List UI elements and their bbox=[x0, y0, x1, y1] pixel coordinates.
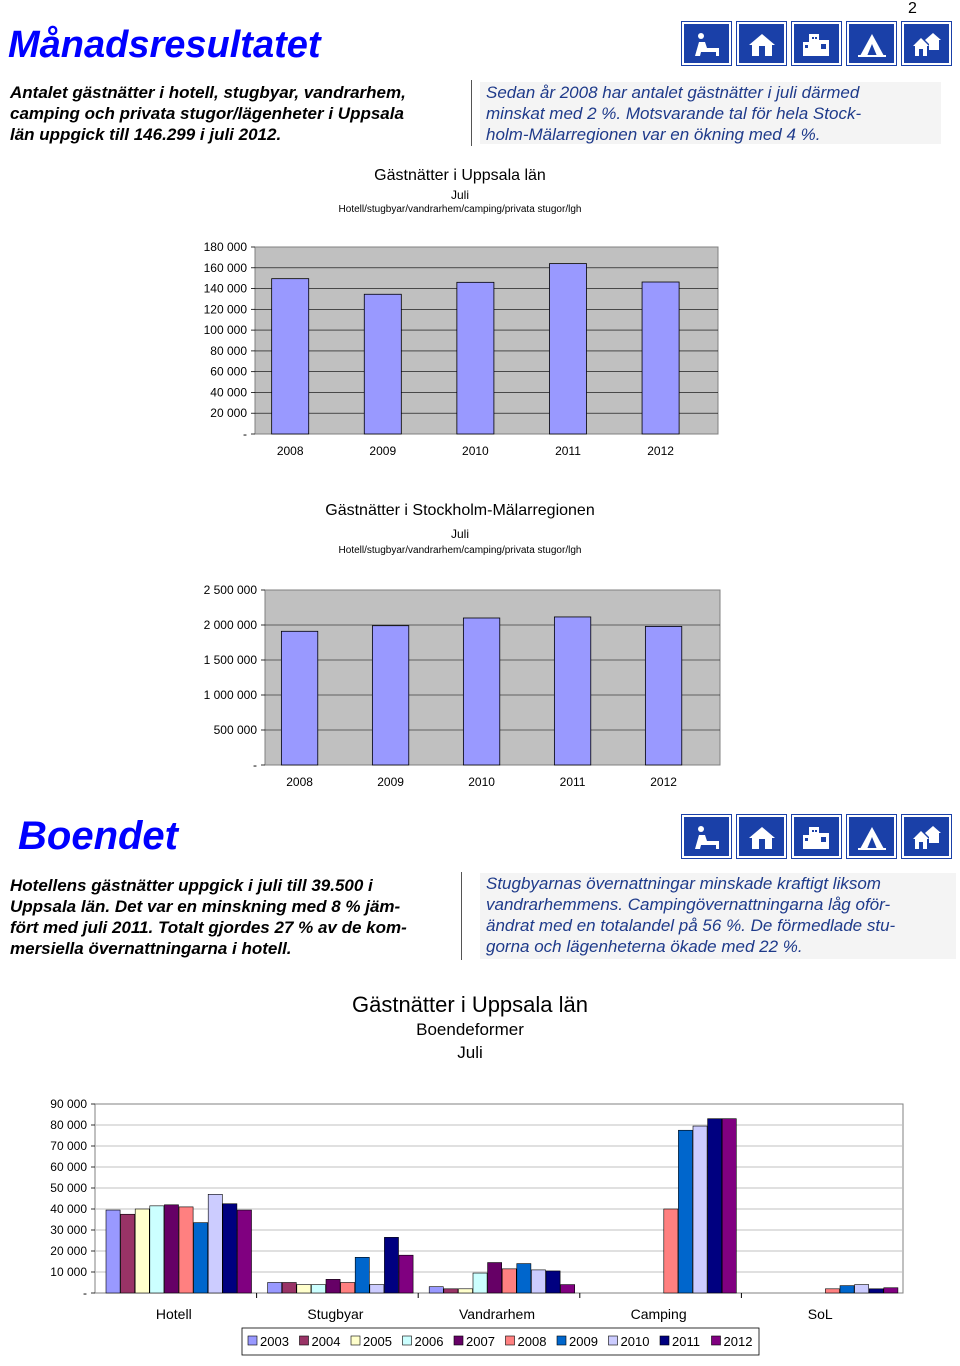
legend-label: 2006 bbox=[414, 1334, 444, 1349]
chart-subtitle: Juli bbox=[450, 188, 469, 202]
y-tick-label: - bbox=[83, 1286, 87, 1300]
lead-paragraph-2: Hotellens gästnätter uppgick i juli till 39.500 i Uppsala län. Det var en minskning med 8 % jäm- fört med juli 2011. Totalt gjordes 27 % av de kom- mersiella övernattningarna i hotell. bbox=[10, 876, 407, 958]
y-tick-label: - bbox=[243, 427, 247, 441]
hostel-icon bbox=[682, 22, 731, 65]
x-tick-label: SoL bbox=[807, 1306, 833, 1322]
chart-stockholm-yearly-plot bbox=[180, 580, 740, 800]
bar-Stugbyar-2003 bbox=[268, 1283, 282, 1294]
bar-2008 bbox=[272, 279, 309, 434]
section-heading-accommodation: Boendet bbox=[18, 814, 178, 858]
x-tick-label: 2012 bbox=[647, 444, 674, 458]
bar-2010 bbox=[463, 618, 499, 765]
legend-label: 2012 bbox=[723, 1334, 753, 1349]
bar-2011 bbox=[549, 264, 586, 434]
accommodation-icons-bottom bbox=[682, 815, 951, 858]
legend-swatch bbox=[712, 1336, 721, 1345]
y-tick-label: 90 000 bbox=[50, 1097, 87, 1111]
chart-subtitle: Boendeformer bbox=[416, 1020, 524, 1039]
legend-swatch bbox=[506, 1336, 515, 1345]
bar-Vandrarhem-2004 bbox=[444, 1289, 458, 1293]
bar-Hotell-2003 bbox=[106, 1210, 120, 1293]
bar-Stugbyar-2011 bbox=[384, 1237, 398, 1293]
bar-2011 bbox=[554, 617, 590, 765]
bar-Vandrarhem-2008 bbox=[502, 1269, 516, 1293]
legend-swatch bbox=[557, 1336, 566, 1345]
legend-label: 2008 bbox=[517, 1334, 547, 1349]
x-tick-label: Stugbyar bbox=[307, 1306, 364, 1322]
bar-Camping-2010 bbox=[693, 1126, 707, 1293]
bar-Hotell-2008 bbox=[179, 1207, 193, 1293]
y-tick-label: 30 000 bbox=[50, 1223, 87, 1237]
bar-SoL-2008 bbox=[825, 1289, 839, 1293]
y-tick-label: 500 000 bbox=[213, 723, 257, 737]
bar-Hotell-2007 bbox=[164, 1205, 178, 1293]
y-tick-label: 10 000 bbox=[50, 1265, 87, 1279]
chart-title: Gästnätter i Uppsala län bbox=[374, 167, 546, 184]
hotel-icon bbox=[792, 22, 841, 65]
chart-uppsala-types bbox=[250, 992, 690, 1072]
bar-Stugbyar-2006 bbox=[311, 1285, 325, 1293]
bar-Stugbyar-2004 bbox=[282, 1283, 296, 1294]
bar-SoL-2012 bbox=[884, 1288, 898, 1293]
legend-swatch bbox=[403, 1336, 412, 1345]
bar-Stugbyar-2008 bbox=[341, 1283, 355, 1294]
bar-Vandrarhem-2007 bbox=[488, 1263, 502, 1293]
bar-2009 bbox=[364, 294, 401, 434]
x-tick-label: 2008 bbox=[276, 444, 304, 458]
y-tick-label: 20 000 bbox=[210, 406, 247, 421]
x-tick-label: 2010 bbox=[462, 444, 489, 458]
cabin-icon bbox=[737, 815, 786, 858]
chart-title: Gästnätter i Uppsala län bbox=[351, 992, 589, 1017]
section-heading-monthly-result: Månadsresultatet bbox=[8, 24, 321, 66]
bar-Vandrarhem-2010 bbox=[531, 1270, 545, 1293]
legend-swatch bbox=[351, 1336, 360, 1345]
bar-Vandrarhem-2009 bbox=[517, 1264, 531, 1293]
x-tick-label: 2011 bbox=[559, 775, 586, 789]
y-tick-label: 60 000 bbox=[210, 364, 247, 379]
legend-label: 2003 bbox=[260, 1334, 289, 1349]
legend-label: 2005 bbox=[363, 1334, 392, 1349]
legend-swatch bbox=[454, 1336, 463, 1345]
y-tick-label: 70 000 bbox=[50, 1139, 87, 1153]
y-tick-label: 140 000 bbox=[203, 281, 247, 296]
y-tick-label: 120 000 bbox=[203, 302, 247, 317]
chart-title: Gästnätter i Stockholm-Mälarregionen bbox=[325, 502, 595, 519]
legend-swatch bbox=[609, 1336, 618, 1345]
bar-2012 bbox=[645, 626, 681, 765]
bar-Hotell-2010 bbox=[208, 1194, 222, 1293]
chart-subtitle-2: Hotell/stugbyar/vandrarhem/camping/privata stugor/lgh bbox=[338, 545, 582, 556]
y-tick-label: 80 000 bbox=[210, 343, 247, 358]
legend-label: 2011 bbox=[672, 1334, 700, 1349]
hostel-icon bbox=[682, 815, 731, 858]
bar-2012 bbox=[642, 282, 679, 434]
body-paragraph: Sedan år 2008 har antalet gästnätter i juli därmed minskat med 2 %. Motsvarande tal för hela Stock- holm-Mälarregionen var en ökning med 4 %. bbox=[480, 82, 941, 144]
bar-SoL-2011 bbox=[869, 1289, 883, 1293]
camping-icon bbox=[847, 22, 896, 65]
bar-Hotell-2005 bbox=[135, 1209, 149, 1293]
x-tick-label: 2012 bbox=[650, 775, 677, 789]
bar-Vandrarhem-2012 bbox=[561, 1285, 575, 1293]
bar-Vandrarhem-2003 bbox=[429, 1287, 443, 1293]
bar-Camping-2009 bbox=[678, 1130, 692, 1293]
chart-uppsala-yearly-plot bbox=[180, 240, 740, 470]
legend-label: 2007 bbox=[466, 1334, 495, 1349]
bar-Vandrarhem-2011 bbox=[546, 1271, 560, 1293]
bar-Hotell-2012 bbox=[237, 1210, 251, 1293]
bar-Hotell-2009 bbox=[194, 1223, 208, 1293]
legend-swatch bbox=[248, 1336, 257, 1345]
bar-Vandrarhem-2005 bbox=[458, 1289, 472, 1293]
column-divider bbox=[471, 80, 472, 146]
legend-swatch bbox=[660, 1336, 669, 1345]
x-tick-label: 2009 bbox=[377, 775, 404, 789]
bar-Hotell-2006 bbox=[150, 1206, 164, 1293]
legend-label: 2009 bbox=[569, 1334, 598, 1349]
bar-Camping-2008 bbox=[664, 1209, 678, 1293]
x-tick-label: 2010 bbox=[468, 775, 495, 789]
legend-label: 2004 bbox=[311, 1334, 341, 1349]
bar-Vandrarhem-2006 bbox=[473, 1273, 487, 1293]
bar-Camping-2012 bbox=[722, 1119, 736, 1293]
bar-Stugbyar-2005 bbox=[297, 1285, 311, 1293]
y-tick-label: 1 000 000 bbox=[203, 688, 257, 702]
holiday-cottage-icon bbox=[902, 22, 951, 65]
y-tick-label: 50 000 bbox=[50, 1181, 87, 1195]
y-tick-label: 2 000 000 bbox=[203, 618, 257, 632]
legend-swatch bbox=[300, 1336, 309, 1345]
lead-paragraph: Antalet gästnätter i hotell, stugbyar, vandrarhem, camping och privata stugor/lägenheter i Uppsala län uppgick till 146.299 i juli 2012. bbox=[10, 83, 406, 144]
x-tick-label: 2011 bbox=[555, 444, 581, 458]
bar-Stugbyar-2012 bbox=[399, 1255, 413, 1293]
holiday-cottage-icon bbox=[902, 815, 951, 858]
chart-uppsala-types-plot bbox=[0, 1090, 960, 1366]
accommodation-icons-top bbox=[682, 22, 951, 65]
x-tick-label: Vandrarhem bbox=[458, 1306, 536, 1322]
y-tick-label: 180 000 bbox=[203, 240, 247, 254]
bar-SoL-2009 bbox=[840, 1286, 854, 1293]
bar-Camping-2011 bbox=[708, 1119, 722, 1293]
body-paragraph-2: Stugbyarnas övernattningar minskade kraftigt liksom vandrarhemmens. Campingövernattningarna låg oför- ändrat med en totalandel på 56 %. De förmedlade stu- gorna och lägenheterna ökade med 22 %. bbox=[480, 873, 956, 959]
bar-Hotell-2004 bbox=[121, 1214, 135, 1293]
y-tick-label: 100 000 bbox=[203, 323, 247, 338]
chart-subtitle-2: Juli bbox=[457, 1043, 483, 1062]
chart-subtitle-2: Hotell/stugbyar/vandrarhem/camping/privata stugor/lgh bbox=[338, 204, 582, 215]
hotel-icon bbox=[792, 815, 841, 858]
bar-2008 bbox=[281, 631, 317, 765]
page-number: 2 bbox=[908, 0, 917, 17]
x-tick-label: Hotell bbox=[155, 1306, 192, 1322]
bar-2009 bbox=[372, 626, 408, 765]
chart-subtitle: Juli bbox=[450, 527, 469, 541]
y-tick-label: 160 000 bbox=[203, 260, 247, 275]
y-tick-label: 1 500 000 bbox=[203, 653, 257, 667]
chart-stockholm-yearly bbox=[160, 500, 760, 570]
x-tick-label: 2008 bbox=[286, 775, 313, 789]
x-tick-label: Camping bbox=[630, 1306, 687, 1322]
y-tick-label: 40 000 bbox=[210, 385, 247, 400]
y-tick-label: - bbox=[253, 758, 257, 772]
bar-Stugbyar-2007 bbox=[326, 1279, 340, 1293]
y-tick-label: 20 000 bbox=[50, 1244, 87, 1258]
y-tick-label: 80 000 bbox=[50, 1118, 87, 1132]
bar-2010 bbox=[457, 282, 494, 434]
column-divider-2 bbox=[461, 872, 462, 960]
x-tick-label: 2009 bbox=[369, 444, 397, 458]
bar-Hotell-2011 bbox=[223, 1204, 237, 1293]
bar-SoL-2010 bbox=[855, 1285, 869, 1293]
y-tick-label: 60 000 bbox=[50, 1160, 87, 1174]
y-tick-label: 40 000 bbox=[50, 1202, 87, 1216]
bar-Stugbyar-2010 bbox=[370, 1285, 384, 1293]
legend-label: 2010 bbox=[620, 1334, 650, 1349]
y-tick-label: 2 500 000 bbox=[203, 583, 257, 597]
camping-icon bbox=[847, 815, 896, 858]
cabin-icon bbox=[737, 22, 786, 65]
bar-Stugbyar-2009 bbox=[355, 1257, 369, 1293]
